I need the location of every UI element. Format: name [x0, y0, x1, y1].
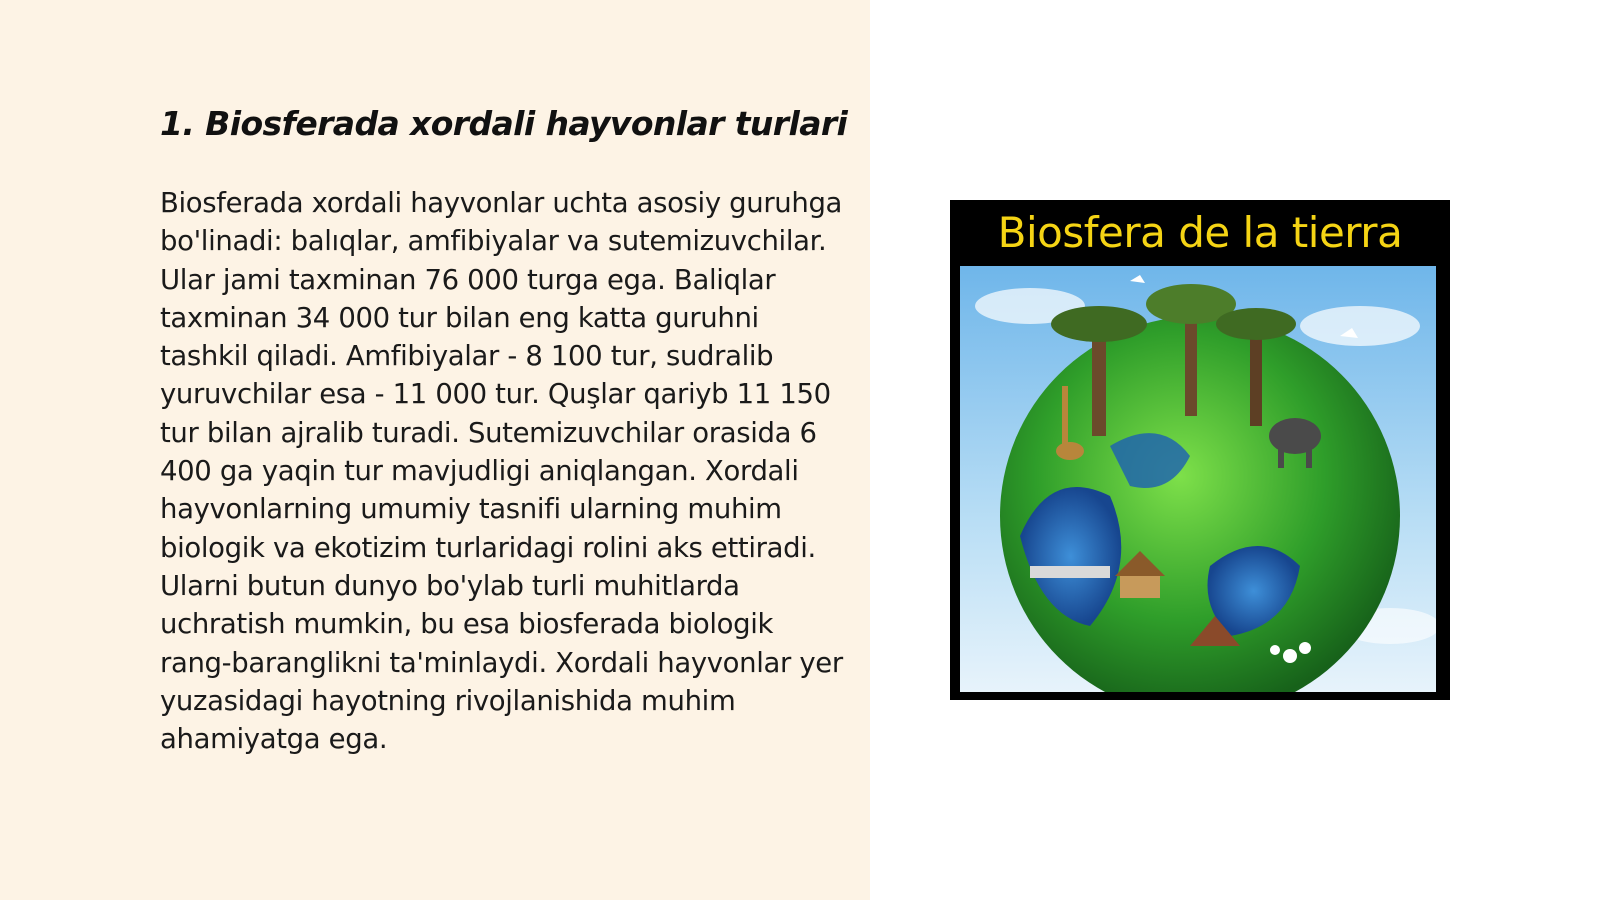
slide-title: 1. Biosferada xordali hayvonlar turlari	[160, 104, 848, 143]
biosphere-image	[950, 200, 1450, 700]
slide-body-text: Biosferada xordali hayvonlar uchta asosiy guruhga bo'linadi: balıqlar, amfibiyalar va sutemizuvchilar. Ular jami taxminan 76 000 turga ega. Baliqlar taxminan 34 000 tur bilan eng katta guruhni tashkil qiladi. Amfibiyalar - 8 100 tur, sudralib yuruvchilar esa - 11 000 tur. Quşlar qariyb 11 150 tur bilan ajralib turadi. Sutemizuvchilar orasida 6 400 ga yaqin tur mavjudligi aniqlangan. Xordali hayvonlarning umumiy tasnifi ularning muhim biologik va ekotizim turlaridagi rolini aks ettiradi. Ularni butun dunyo bo'ylab turli muhitlarda uchratish mumkin, bu esa biosferada biologik rang-baranglikni ta'minlaydi. Xordali hayvonlar yer yuzasidagi hayotning rivojlanishida muhim ahamiyatga ega.	[160, 187, 843, 756]
earth-biosphere-illustration	[960, 266, 1436, 692]
image-caption: Biosfera de la tierra	[997, 208, 1403, 257]
